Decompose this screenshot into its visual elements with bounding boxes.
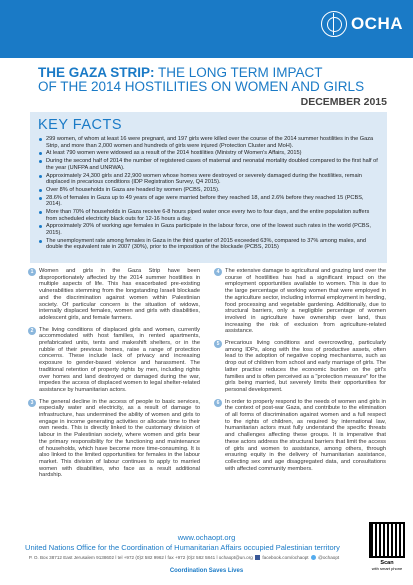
key-facts-box bbox=[30, 112, 387, 263]
footer-contact bbox=[4, 555, 364, 560]
facebook-icon bbox=[255, 555, 260, 560]
paragraph-text: The living conditions of displaced girls and women, currently accommodated with host families, in rented apartments, prefabricated units, tents and makeshift shelters, or in the rubble of their previous homes, raise a range of protection concerns. These include lack of privacy and increasing exposure to gender-based violence and harassment. The traditional retention of property rights by men, including rights over homes and land destroyed or damaged during the war, impedes the access of displaced women to legal shelter-related assistance by humanitarian actors. bbox=[39, 326, 200, 393]
ocha-logo[interactable] bbox=[321, 11, 403, 37]
report-date: DECEMBER 2015 bbox=[300, 96, 387, 108]
title-rest: THE LONG TERM IMPACT bbox=[154, 65, 323, 80]
paragraph-number: 5 bbox=[214, 340, 222, 348]
key-facts-heading: KEY FACTS bbox=[38, 117, 123, 133]
key-fact-item: At least 790 women were widowed as a result of the 2014 hostilities (Ministry of Women's Affairs, 2015) bbox=[38, 150, 379, 157]
key-fact-item: More than 70% of households in Gaza receive 6-8 hours piped water once every two to four days, and the entire population suffers from scheduled electricity black outs for 12-16 hours a day. bbox=[38, 209, 379, 222]
header-band bbox=[0, 0, 413, 58]
footer bbox=[0, 532, 413, 585]
qr-label-line-1: Scan bbox=[380, 560, 394, 566]
contact-details: P. O. Box 38712 East Jerusalem 9138602 l tel +972 (0)2 582 9962 l fax +972 (0)2 582 5841 l ochaopt@un.org bbox=[28, 555, 253, 560]
paragraph bbox=[216, 399, 386, 473]
footer-url-link[interactable]: www.ochaopt.org bbox=[177, 533, 236, 542]
title-strong: THE GAZA STRIP: bbox=[38, 65, 155, 80]
twitter-link[interactable]: @ochaopt bbox=[318, 555, 340, 560]
paragraph bbox=[30, 327, 200, 394]
facebook-link[interactable]: facebook.com/ochaopt bbox=[262, 555, 309, 560]
paragraph bbox=[216, 268, 386, 335]
paragraph-number: 4 bbox=[214, 268, 222, 276]
right-column bbox=[216, 268, 386, 477]
paragraph-number: 2 bbox=[28, 327, 36, 335]
report-title bbox=[38, 66, 386, 94]
paragraph-number: 1 bbox=[28, 268, 36, 276]
body-columns bbox=[30, 268, 387, 530]
key-fact-item: During the second half of 2014 the number of registered cases of maternal and neonatal mortality doubled compared to the first half of the year (UNFPA and UNRWA). bbox=[38, 158, 379, 171]
title-line-1 bbox=[38, 66, 386, 80]
title-line-2: OF THE 2014 HOSTILITIES ON WOMEN AND GIRLS bbox=[38, 79, 365, 94]
footer-tagline: Coordination Saves Lives bbox=[169, 568, 244, 574]
paragraph-text: Women and girls in the Gaza Strip have been disproportionately affected by the 2014 summer hostilities in multiple aspects of life. This has exacerbated pre-existing vulnerabilities stemming from the longstanding Israeli blockade and the discrimination against women within Palestinian society. Of particular concern is the situation of widows, internally displaced females, women and girls with disabilities, adolescent girls, and female farmers. bbox=[39, 268, 200, 321]
qr-code-icon bbox=[369, 522, 405, 558]
paragraph-text: In order to properly respond to the needs of women and girls in the context of post-war Gaza, and contribute to the elimination of all forms of discrimination against women and a full respect to the rights of children, as required by international law, humanitarian actors must fully understand the specific threats and challenges affecting these groups. It is imperative that these actors address the structural barriers that limit the access of girls and women to assistance, among others, through ensuring equity in the delivery of humanitarian assistance, collecting sex and age disaggregated data, and consultations with affected community members. bbox=[225, 398, 386, 472]
paragraph-text: Precarious living conditions and overcrowding, particularly among IDPs, along with the loss of productive assets, often lead to the adoption of negative coping mechanisms, such as drop out of children from school and early marriage of girls. The latter practice reduces the economic burden on the girl's families and is often perceived as a "protection measure" for the girls being married, but severely limits their opportunities for personal development. bbox=[225, 340, 386, 393]
paragraph bbox=[30, 399, 200, 479]
qr-label bbox=[369, 560, 405, 572]
left-column bbox=[30, 268, 200, 484]
key-facts-list bbox=[38, 136, 379, 251]
paragraph-text: The extensive damage to agricultural and grazing land over the course of hostilities has had a significant impact on the employment opportunities available to women. This is due to the large percentage of working women that were employed in the agriculture sector, including informal employment in herding, food processing and vegetable gardening. Additionally, due to structural barriers, only a negligible percentage of women involved in agriculture have ownership over land, thus increasing the risk of exclusion from agriculture-related assistance. bbox=[225, 268, 386, 335]
twitter-icon bbox=[311, 555, 316, 560]
key-fact-item: Approximately 20% of working age females in Gaza participate in the labour force, one of the lowest such rates in the world (PCBS, 2015). bbox=[38, 223, 379, 236]
qr-label-line-2: with smart phone bbox=[371, 566, 403, 571]
key-fact-item: Approximately 24,300 girls and 22,900 women whose homes were destroyed or severely damaged during the hostilities, remain displaced in precarious conditions (IDP Registration Survey, Q4 2015). bbox=[38, 173, 379, 186]
paragraph-text: The general decline in the access of people to basic services, especially water and electricity, as a result of damage to infrastructure, has undermined the ability of women and girls to engage in income generating activities or allocate time to their own needs. This is directly linked to the customary division of labour in the Palestinian society, where women and girls bear the primary responsibility for the functioning and maintenance of households, which have become more time-consuming. It is also linked to the limited opportunities for females in the labour market. This division of labour continues to apply to married women with disabilities, who face as a result additional hardship. bbox=[39, 398, 200, 479]
key-fact-item: Over 8% of households in Gaza are headed by women (PCBS, 2015). bbox=[38, 187, 379, 194]
paragraph-number: 3 bbox=[28, 399, 36, 407]
paragraph-number: 6 bbox=[214, 399, 222, 407]
paragraph bbox=[216, 340, 386, 394]
footer-organization: United Nations Office for the Coordination of Humanitarian Affairs occupied Palestinian territory bbox=[25, 543, 340, 552]
key-fact-item: 28.6% of females in Gaza up to 49 years of age were married before they reached 18, and 2.6% before they reached 15 (PCBS, 2014). bbox=[38, 195, 379, 208]
logo-text: OCHA bbox=[350, 14, 403, 33]
key-fact-item: 299 women, of whom at least 16 were pregnant, and 197 girls were killed over the course of the 2014 summer hostilities in the Gaza Strip, and more than 2,000 women and hundreds of girls were injured (Protection Cluster and MoH). bbox=[38, 136, 379, 149]
un-emblem-icon bbox=[321, 11, 347, 37]
paragraph bbox=[30, 268, 200, 322]
key-fact-item: The unemployment rate among females in Gaza in the third quarter of 2015 exceeded 63%, compared to 37% among males, and double the equivalent rate in 2007 (30%), prior to the imposition of the blockade (PCBS, 2015) bbox=[38, 238, 379, 251]
